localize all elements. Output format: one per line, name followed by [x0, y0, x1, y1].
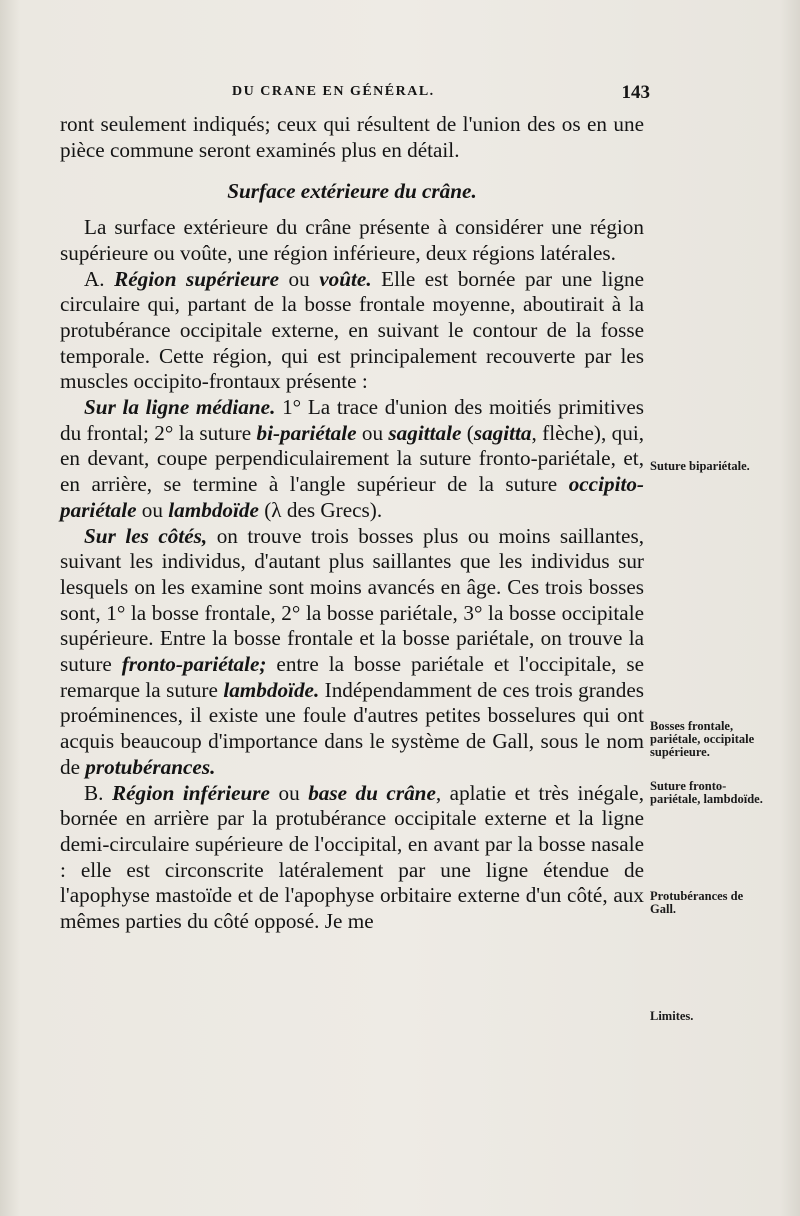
running-head: DU CRANE EN GÉNÉRAL. — [232, 84, 435, 99]
term-sagittale: sagittale — [388, 420, 462, 445]
section-letter-b: B. — [84, 780, 104, 805]
region-superieure-title: Région supérieure — [114, 266, 280, 291]
margin-note-protuberances: Protubérances de Gall. — [650, 889, 744, 916]
ligne-mediane-lead: Sur la ligne médiane. — [84, 395, 276, 420]
term-occipito-parietale: occipito-pariétale — [60, 472, 644, 522]
text-ou: ou — [136, 497, 169, 522]
region-inferieure-text: , aplatie et très inégale, bornée en arrière par la protubérance occipitale externe et la ligne demi-circulaire supérieure de l'occipital, en avant par la bosse nasale : elle est circonscrite latéralement par une ligne étendue de l'apophyse mastoïde et de l'apophyse orbitaire externe d'un côté, aux mêmes parties du côté opposé. Je me — [60, 780, 645, 934]
term-biparietale: bi-pariétale — [256, 420, 357, 445]
text-segment: on trouve trois bosses plus ou moins saillantes, suivant les individus, d'autant plus saillantes que les individus sur lesquels on les examine sont moins avancés en âge. Ces trois bosses sont, 1° la bosse frontale, 2° la bosse pariétale, 3° la bosse occipitale supérieure. Entre la bosse frontale et la bosse pariétale, on trouve la suture — [60, 523, 644, 677]
paragraph-intro: La surface extérieure du crâne présente à considérer une région supérieure ou voûte, une région inférieure, deux régions latérales. — [60, 215, 644, 265]
paragraph-cotes — [60, 524, 644, 781]
base-du-crane-title: base du crâne — [308, 780, 436, 805]
margin-note-suture-fronto-parietale: Suture fronto-pariétale, lambdoïde. — [650, 779, 763, 806]
paragraph-continuation: ront seulement indiqués; ceux qui résultent de l'union des os en une pièce commune seront examinés plus en détail. — [60, 112, 644, 162]
text-segment: (λ des Grecs). — [258, 497, 383, 522]
margin-note-limites: Limites. — [650, 1009, 694, 1023]
cotes-lead: Sur les côtés, — [84, 523, 208, 548]
page-number: 143 — [621, 82, 650, 103]
page-header — [60, 82, 650, 106]
section-letter-a: A. — [84, 266, 105, 291]
text-segment: , flèche), qui, en devant, coupe perpendiculairement la suture fronto-pariétale, et, en arrière, se termine à l'angle supérieur de la suture — [60, 420, 644, 497]
term-protuberances: protubérances. — [85, 754, 216, 779]
text-segment: Indépendamment de ces trois grandes proéminences, il existe une foule d'autres petites bosselures qui ont acquis beaucoup d'importance dans le système de Gall, sous le nom de — [60, 677, 645, 779]
text-ou: ou — [269, 780, 309, 805]
voute-title: voûte. — [319, 266, 372, 291]
paragraph-region-inferieure — [60, 781, 644, 935]
text-segment: entre la bosse pariétale et l'occipitale, se remarque la suture — [60, 652, 644, 702]
section-heading: Surface extérieure du crâne. — [227, 179, 477, 204]
paragraph-region-superieure — [60, 267, 644, 396]
region-superieure-text: Elle est bornée par une ligne circulaire qui, partant de la bosse frontale moyenne, aboutirait à la protubérance occipitale externe, en suivant le contour de la fosse temporale. Cette région, qui est principalement recouverte par les muscles occipito-frontaux présente : — [60, 266, 645, 394]
margin-note-suture-biparietale: Suture bipariétale. — [650, 459, 750, 473]
margin-note-bosses: Bosses frontale, pariétale, occipitale supérieure. — [650, 719, 755, 759]
term-sagitta: sagitta — [473, 420, 532, 445]
region-inferieure-title: Région inférieure — [111, 780, 270, 805]
paren-open: ( — [461, 420, 474, 445]
text-ou: ou — [279, 266, 320, 291]
text-segment: 1° La trace d'union des moitiés primitives du frontal; 2° la suture — [60, 395, 644, 445]
term-lambdoide: lambdoïde — [168, 497, 259, 522]
term-fronto-parietale: fronto-pariétale; — [121, 652, 267, 677]
body-text — [60, 112, 644, 935]
term-lambdoide-2: lambdoïde. — [223, 677, 320, 702]
text-ou: ou — [356, 420, 389, 445]
paragraph-ligne-mediane — [60, 395, 644, 524]
